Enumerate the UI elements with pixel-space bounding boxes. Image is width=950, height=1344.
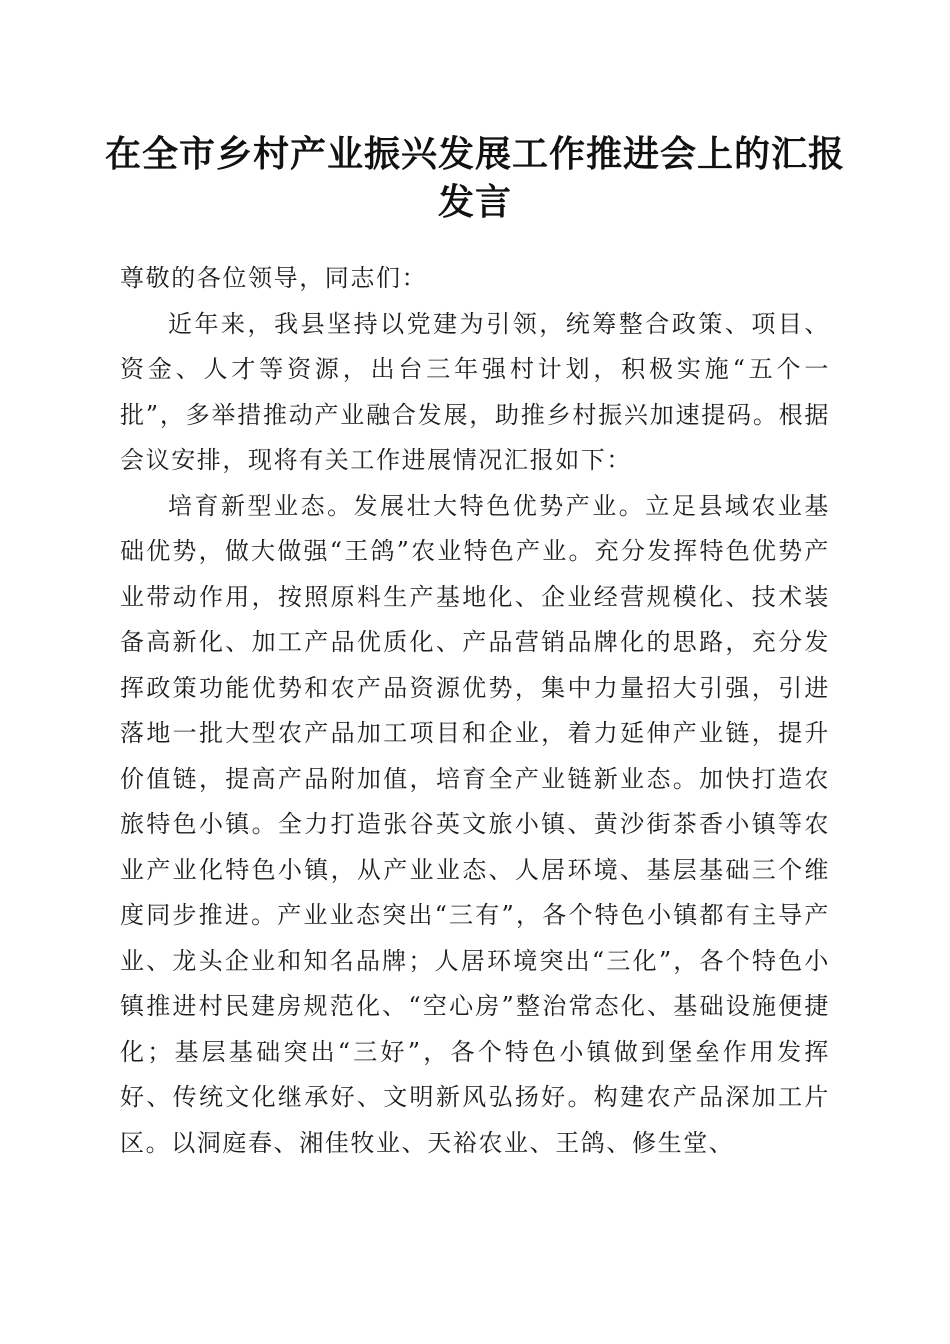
paragraph-intro: 近年来，我县坚持以党建为引领，统筹整合政策、项目、资金、人才等资源，出台三年强村计划，积极实施“五个一批”，多举措推动产业融合发展，助推乡村振兴加速提码。根据会议安排，现将有关工作进展情况汇报如下： (120, 309, 830, 474)
document-title (60, 130, 890, 226)
title-line-2: 发言 (437, 181, 512, 223)
document-body (120, 256, 830, 1166)
paragraph-new-business: 培育新型业态。发展壮大特色优势产业。立足县域农业基础优势，做大做强“王鸽”农业特色产业。充分发挥特色优势产业带动作用，按照原料生产基地化、企业经营规模化、技术装备高新化、加工产品优质化、产品营销品牌化的思路，充分发挥政策功能优势和农产品资源优势，集中力量招大引强，引进落地一批大型农产品加工项目和企业，着力延伸产业链，提升价值链，提高产品附加值，培育全产业链新业态。加快打造农旅特色小镇。全力打造张谷英文旅小镇、黄沙街茶香小镇等农业产业化特色小镇，从产业业态、人居环境、基层基础三个维度同步推进。产业业态突出“三有”，各个特色小镇都有主导产业、龙头企业和知名品牌；人居环境突出“三化”，各个特色小镇推进村民建房规范化、“空心房”整治常态化、基础设施便捷化；基层基础突出“三好”，各个特色小镇做到堡垒作用发挥好、传统文化继承好、文明新风弘扬好。构建农产品深加工片区。以洞庭春、湘佳牧业、天裕农业、王鸽、修生堂、 (120, 491, 830, 1157)
salutation: 尊敬的各位领导，同志们： (120, 264, 428, 292)
title-line-1: 在全市乡村产业振兴发展工作推进会上的汇报 (104, 133, 845, 175)
